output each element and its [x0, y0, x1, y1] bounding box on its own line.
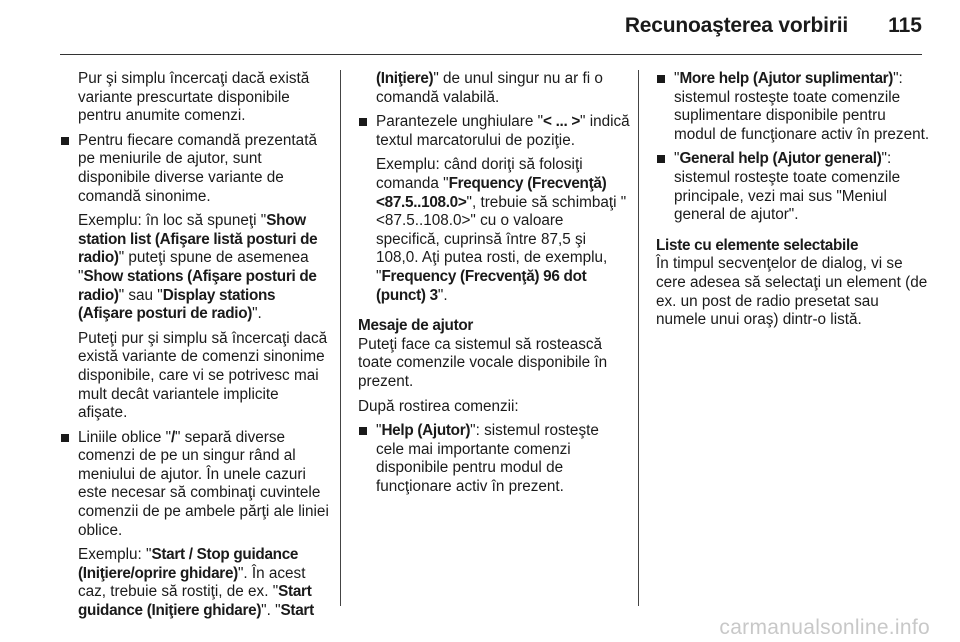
bullet-square-icon — [359, 427, 367, 435]
bullet-help — [358, 422, 630, 496]
section-heading-help: Mesaje de ajutor — [358, 317, 474, 335]
bullet-general-help — [656, 150, 930, 224]
bullet-angle-brackets — [358, 113, 630, 305]
bullet-square-icon — [359, 118, 367, 126]
section-heading-lists: Liste cu elemente selectabile — [656, 236, 859, 254]
example-frequency: Exemplu: când doriţi să folosiţi comanda "Frequency (Frecvenţă) <87.5..108.0>", trebuie să schimbaţi "<87.5..108.0>" cu o valoare specifică, cuprinsă între 87,5 şi 108,0. Aţi putea rosti, de exemplu, "Frequency (Frecvenţă) 96 dot (punct) 3". — [376, 156, 627, 304]
paragraph-try-synonyms: Puteţi pur şi simplu să încercaţi dacă există variante de comenzi sinonime disponibile, care vi se potrivesc mai mult decât variantele implicite afişate. — [78, 329, 328, 422]
column-divider-2 — [638, 70, 639, 606]
paragraph-help-1: Puteţi face ca sistemul să rostească toate comenzile vocale disponibile în prezent. — [358, 335, 608, 390]
watermark-text: carmanualsonline.info — [719, 616, 930, 639]
bullet-text: "Help (Ajutor)": sistemul rosteşte cele mai importante comenzi disponibile pentru modul de funcţionare activ în prezent. — [376, 422, 599, 495]
bullet-slashes — [60, 429, 332, 621]
bullet-text: "General help (Ajutor general)": sistemul rosteşte toate comenzile principale, vezi mai sus "Meniul general de ajutor". — [674, 150, 901, 224]
paragraph-lists: În timpul secvenţelor de dialog, vi se cere adesea să selectaţi un element (de ex. un post de radio presetat sau numele unui oraş) dintr-o listă. — [656, 255, 928, 329]
bullet-text: Pentru fiecare comandă prezentată pe meniurile de ajutor, sunt disponibile diverse variante de comandă sinonime. — [78, 131, 317, 205]
column-3 — [656, 70, 930, 336]
column-1 — [60, 70, 332, 627]
bullet-text: "More help (Ajutor suplimentar)": sistemul rosteşte toate comenzile suplimentare disponibile pentru modul de funcţionare activ în prezent. — [674, 70, 930, 143]
paragraph-help-2: După rostirea comenzii: — [358, 397, 519, 415]
column-divider-1 — [340, 70, 341, 606]
page-number: 115 — [888, 14, 922, 37]
bullet-square-icon — [61, 137, 69, 145]
bullet-text: Parantezele unghiulare "< ... >" indică textul marcatorului de poziţie. — [376, 113, 630, 149]
bullet-square-icon — [657, 75, 665, 83]
bullet-square-icon — [657, 155, 665, 163]
column-2 — [358, 70, 630, 502]
example-slashes: Exemplu: "Start / Stop guidance (Iniţiere/oprire ghidare)". În acest caz, trebuie să rostiţi, de ex. "Start guidance (Iniţiere ghidare)". "Start — [78, 546, 314, 620]
page-header-title: Recunoaşterea vorbirii — [624, 14, 848, 37]
bullet-synonyms — [60, 132, 332, 423]
bullet-square-icon — [61, 434, 69, 442]
paragraph-continued: (Iniţiere)" de unul singur nu ar fi o comandă valabilă. — [376, 70, 603, 106]
bullet-text: Liniile oblice "/" separă diverse comenzi de pe un singur rând al meniului de ajutor. În unele cazuri este necesar să combinaţi cuvintele comenzii de pe ambele părţi ale liniei oblice. — [78, 428, 329, 539]
paragraph-intro: Pur şi simplu încercaţi dacă există variante prescurtate disponibile pentru anumite comenzi. — [78, 70, 310, 125]
header-rule — [60, 54, 922, 55]
bullet-more-help — [656, 70, 930, 144]
example-synonyms: Exemplu: în loc să spuneţi "Show station list (Afişare listă posturi de radio)" puteţi spune de asemenea "Show stations (Afişare posturi de radio)" sau "Display stations (Afişare posturi de radio)". — [78, 212, 318, 323]
